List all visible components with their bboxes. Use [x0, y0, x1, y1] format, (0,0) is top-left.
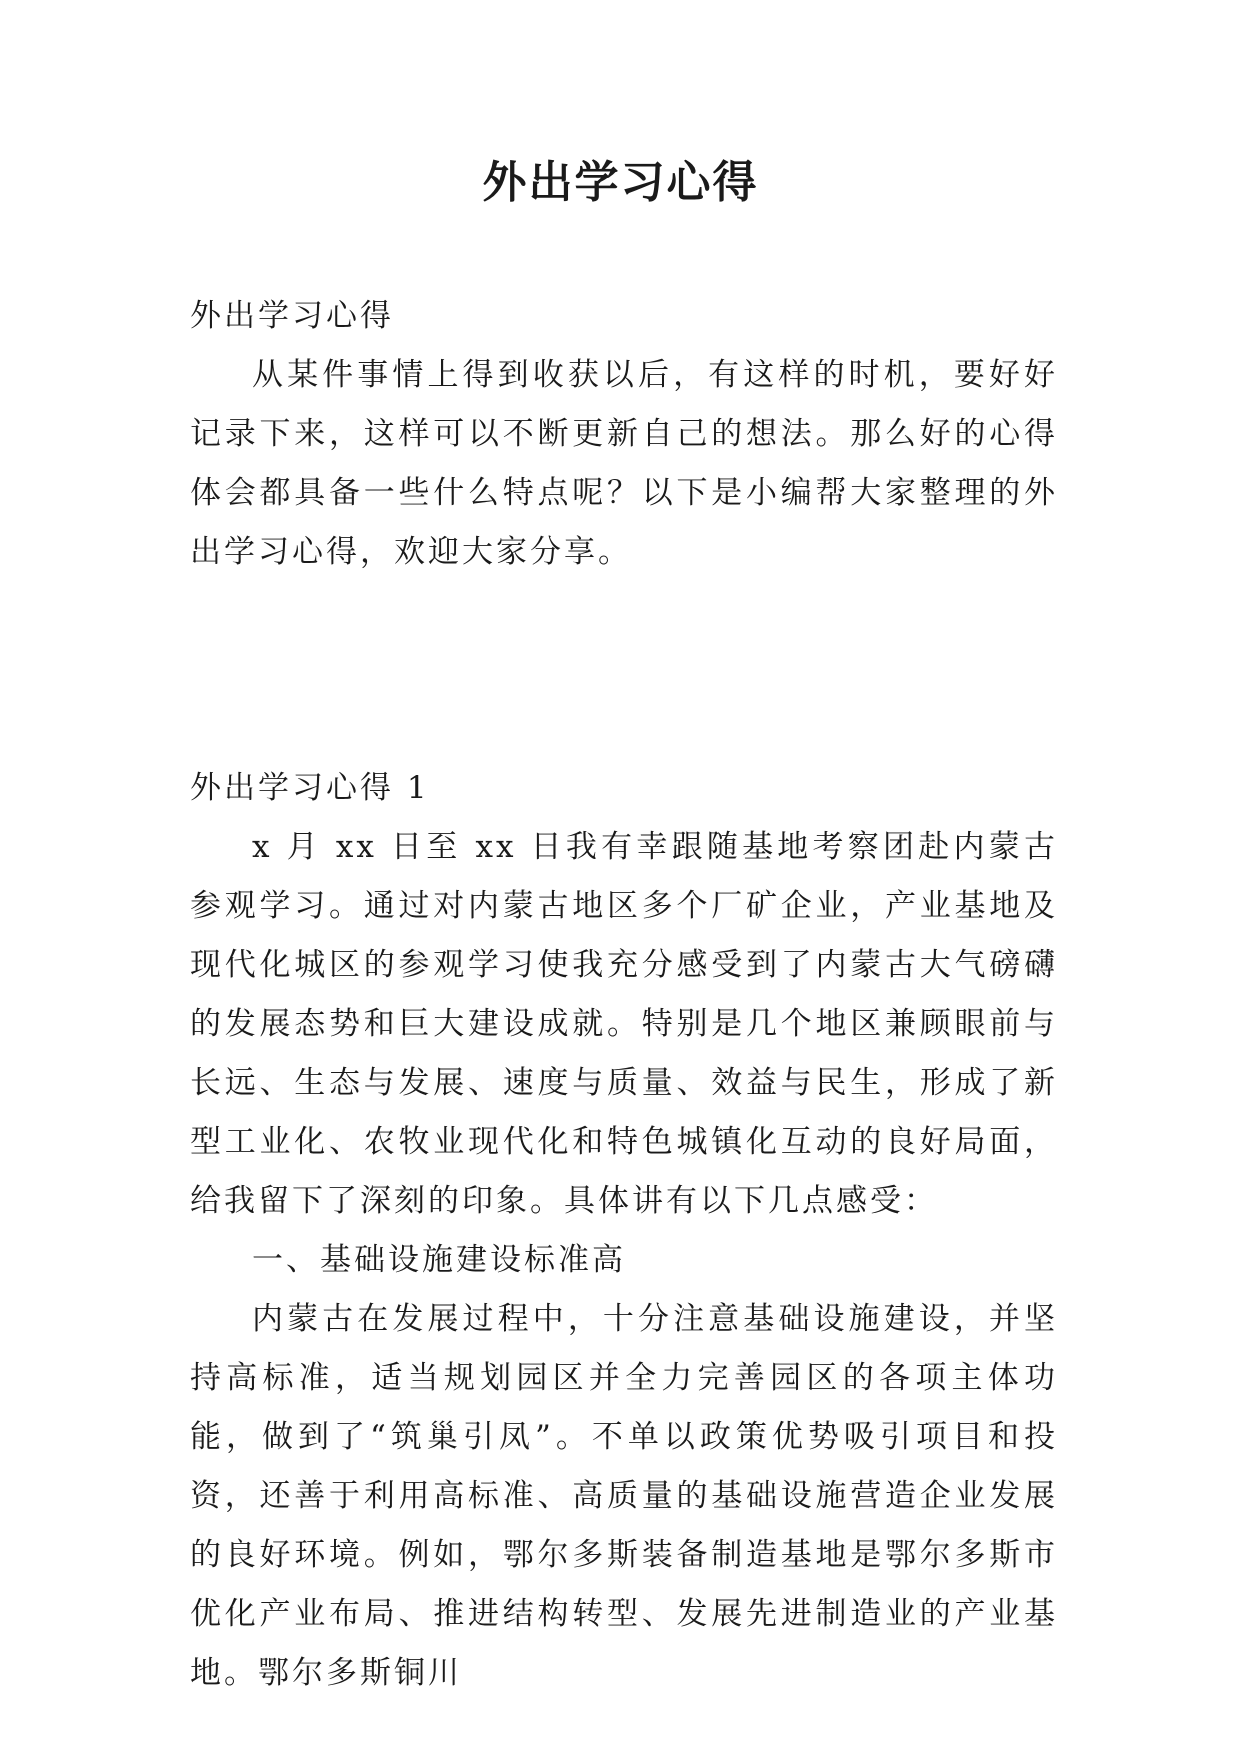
- intro-paragraph: 从某件事情上得到收获以后，有这样的时机，要好好记录下来，这样可以不断更新自己的想法。那么好的心得体会都具备一些什么特点呢？以下是小编帮大家整理的外出学习心得，欢迎大家分享。: [190, 357, 1058, 570]
- document-body: [190, 287, 1058, 1703]
- document-title: 外出学习心得: [482, 157, 759, 208]
- section-spacer: [190, 582, 1058, 759]
- section-paragraph: x 月 xx 日至 xx 日我有幸跟随基地考察团赴内蒙古参观学习。通过对内蒙古地区多个厂矿企业，产业基地及现代化城区的参观学习使我充分感受到了内蒙古大气磅礴的发展态势和巨大建设成就。特别是几个地区兼顾眼前与长远、生态与发展、速度与质量、效益与民生，形成了新型工业化、农牧业现代化和特色城镇化互动的良好局面，给我留下了深刻的印象。具体讲有以下几点感受：: [190, 829, 1058, 1219]
- subsection-heading: 一、基础设施建设标准高: [252, 1242, 626, 1278]
- section-heading: 外出学习心得 1: [190, 770, 430, 806]
- intro-heading: 外出学习心得: [190, 298, 394, 334]
- section-paragraph: 内蒙古在发展过程中，十分注意基础设施建设，并坚持高标准，适当规划园区并全力完善园区的各项主体功能，做到了“筑巢引凤”。不单以政策优势吸引项目和投资，还善于利用高标准、高质量的基础设施营造企业发展的良好环境。例如，鄂尔多斯装备制造基地是鄂尔多斯市优化产业布局、推进结构转型、发展先进制造业的产业基地。鄂尔多斯铜川: [190, 1301, 1058, 1691]
